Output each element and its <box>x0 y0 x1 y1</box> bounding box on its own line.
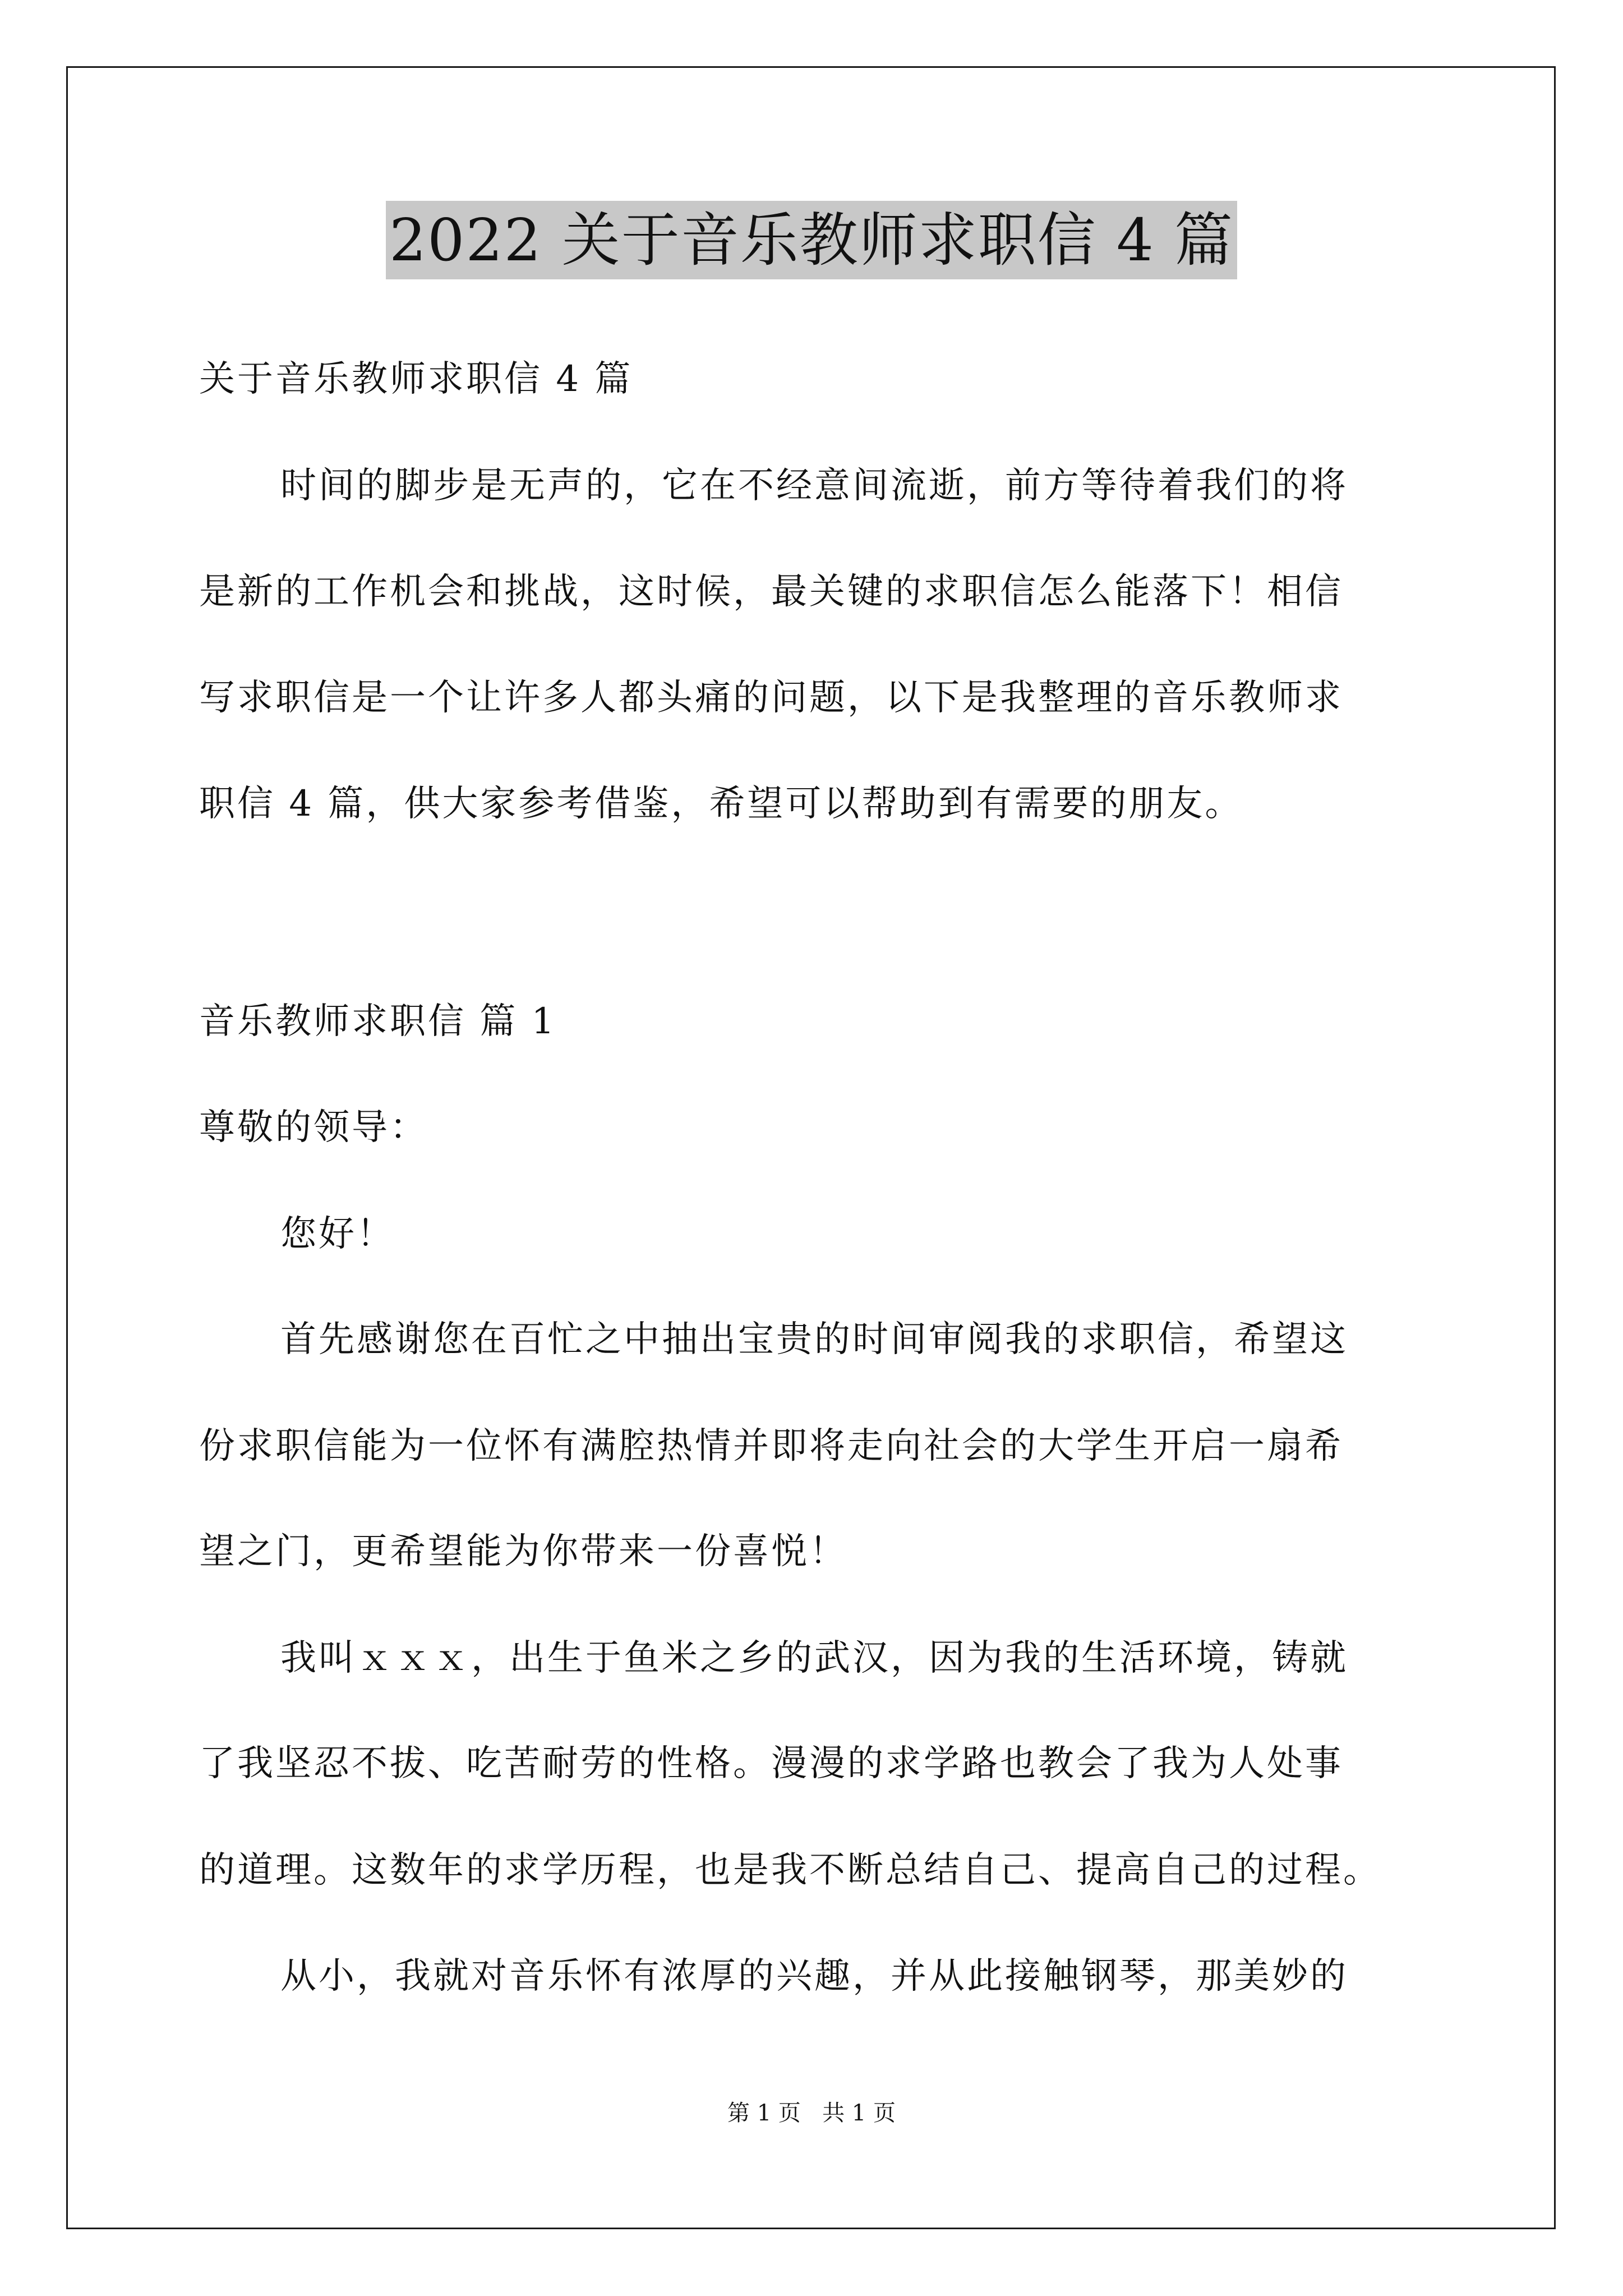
subtitle-line: 关于音乐教师求职信 4 篇 <box>199 358 633 400</box>
paragraph-line: 从小，我就对音乐怀有浓厚的兴趣，并从此接触钢琴，那美妙的 <box>280 1955 1348 1997</box>
paragraph-line: 时间的脚步是无声的，它在不经意间流逝，前方等待着我们的将 <box>280 465 1348 507</box>
paragraph-line: 职信 4 篇，供大家参考借鉴，希望可以帮助到有需要的朋友。 <box>199 783 1243 825</box>
paragraph-line: 了我坚忍不拔、吃苦耐劳的性格。漫漫的求学路也教会了我为人处事 <box>199 1743 1343 1784</box>
paragraph-line: 是新的工作机会和挑战，这时候，最关键的求职信怎么能落下！相信 <box>199 571 1343 613</box>
paragraph-line: 写求职信是一个让许多人都头痛的问题，以下是我整理的音乐教师求 <box>199 677 1343 719</box>
title-container <box>0 201 1623 279</box>
document-title: 2022 关于音乐教师求职信 4 篇 <box>386 201 1237 279</box>
paragraph-line: 首先感谢您在百忙之中抽出宝贵的时间审阅我的求职信，希望这 <box>280 1319 1348 1360</box>
paragraph-line: 望之门，更希望能为你带来一份喜悦！ <box>199 1531 847 1572</box>
paragraph-line: 我叫ｘｘｘ，出生于鱼米之乡的武汉，因为我的生活环境，铸就 <box>280 1637 1348 1679</box>
greeting: 您好！ <box>280 1213 395 1255</box>
section-heading: 音乐教师求职信 篇 1 <box>199 1001 557 1042</box>
paragraph-line: 份求职信能为一位怀有满腔热情并即将走向社会的大学生开启一扇希 <box>199 1425 1343 1467</box>
paragraph-line: 的道理。这数年的求学历程，也是我不断总结自己、提高自己的过程。 <box>199 1849 1381 1891</box>
salutation: 尊敬的领导： <box>199 1107 428 1148</box>
page-footer: 第 1 页 共 1 页 <box>727 2100 896 2126</box>
